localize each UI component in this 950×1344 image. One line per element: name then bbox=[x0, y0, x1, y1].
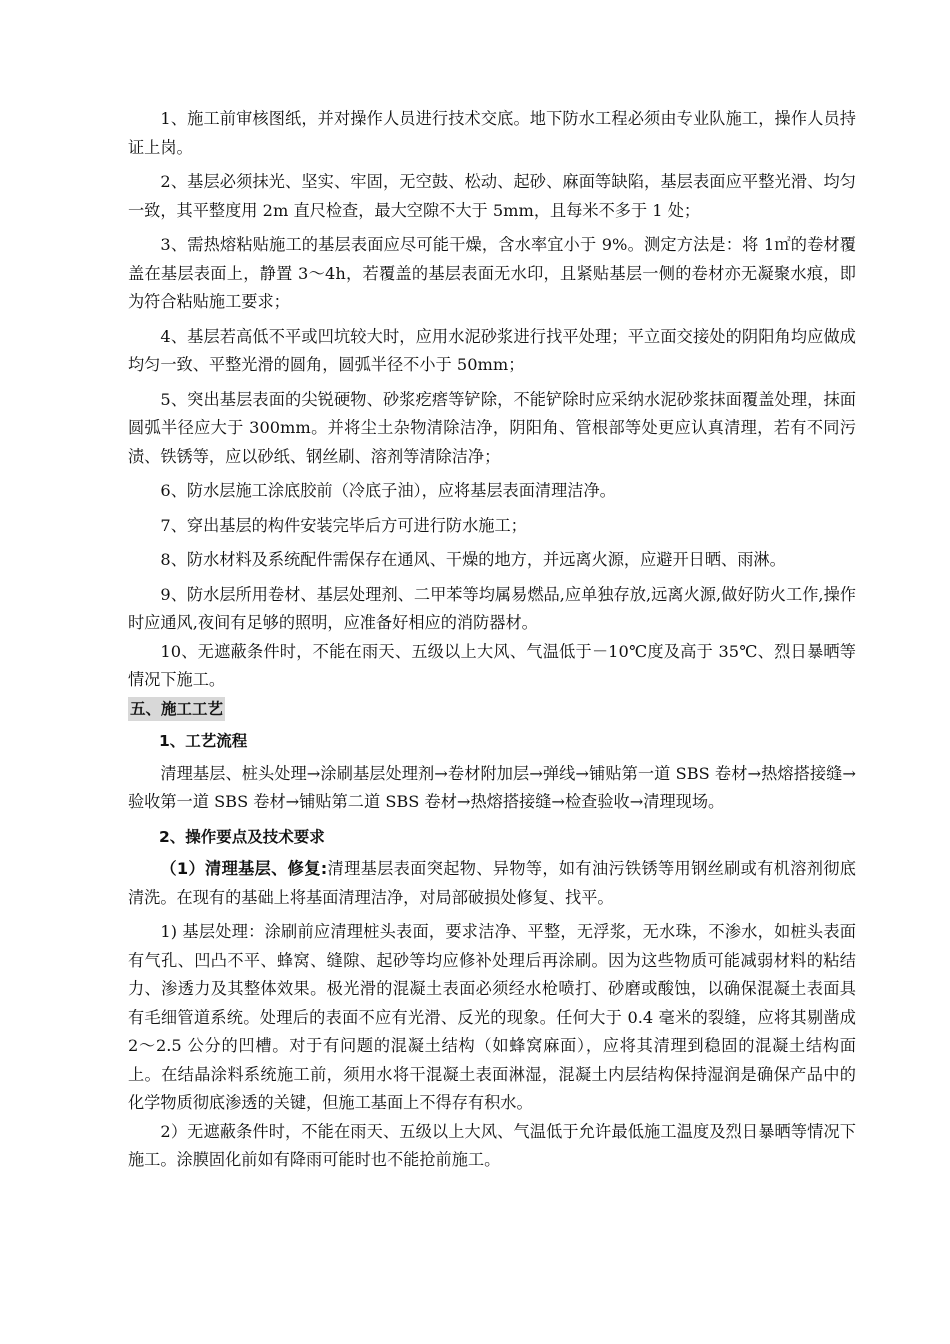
paragraph-item-5: 5、突出基层表面的尖锐硬物、砂浆疙瘩等铲除，不能铲除时应采纳水泥砂浆抹面覆盖处理，抹面圆弧半径应大于 300mm。并将尘土杂物清除洁净，阴阳角、管根部等处更应认真清理，若有不同污渍、铁锈等，应以砂纸、钢丝刷、溶剂等清除洁净； bbox=[128, 389, 856, 466]
step-1-lead: （1）清理基层、修复: bbox=[160, 859, 328, 878]
paragraph-item-4: 4、基层若高低不平或凹坑较大时，应用水泥砂浆进行找平处理；平立面交接处的阴阳角均应做成均匀一致、平整光滑的圆角，圆弧半径不小于 50mm； bbox=[128, 326, 856, 374]
paragraph-item-3: 3、需热熔粘贴施工的基层表面应尽可能干燥，含水率宜小于 9%。测定方法是：将 1㎡的卷材覆盖在基层表面上，静置 3～4h，若覆盖的基层表面无水印，且紧贴基层一侧的卷材亦无凝聚水痕，即为符合粘贴施工要求； bbox=[128, 235, 856, 311]
step-1-paragraph bbox=[128, 855, 856, 912]
paragraph-item-10: 10、无遮蔽条件时，不能在雨天、五级以上大风、气温低于－10℃度及高于 35℃、烈日暴晒等情况下施工。 bbox=[128, 641, 856, 689]
paragraph-item-6: 6、防水层施工涂底胶前（冷底子油），应将基层表面清理洁净。 bbox=[160, 481, 616, 500]
process-flow-text: 清理基层、桩头处理→涂刷基层处理剂→卷材附加层→弹线→铺贴第一道 SBS 卷材→热熔搭接缝→验收第一道 SBS 卷材→铺贴第二道 SBS 卷材→热熔搭接缝→检查验收→清理现场。 bbox=[128, 763, 856, 811]
paragraph-item-8: 8、防水材料及系统配件需保存在通风、干燥的地方，并远离火源，应避开日晒、雨淋。 bbox=[160, 550, 786, 569]
section-5-heading: 五、施工工艺 bbox=[128, 697, 225, 721]
section-5-heading-row bbox=[128, 695, 856, 724]
weather-note: 2）无遮蔽条件时，不能在雨天、五级以上大风、气温低于允许最低施工温度及烈日暴晒等情况下施工。涂膜固化前如有降雨可能时也不能抢前施工。 bbox=[128, 1121, 856, 1169]
process-flow-title: 1、工艺流程 bbox=[159, 732, 248, 750]
base-treatment-note: 1) 基层处理：涂刷前应清理桩头表面，要求洁净、平整，无浮浆，无水珠，不渗水，如桩头表面有气孔、凹凸不平、蜂窝、缝隙、起砂等均应修补处理后再涂刷。因为这些物质可能减弱材料的粘结力、渗透力及其整体效果。极光滑的混凝土表面必须经水枪喷打、砂磨或酸蚀，以确保混凝土表面具有毛细管道系统。处理后的表面不应有光滑、反光的现象。任何大于 0.4 毫米的裂缝，应将其剔凿成 2～2.5 公分的凹槽。对于有问题的混凝土结构（如蜂窝麻面），应将其清理到稳固的混凝土结构面上。在结晶涂料系统施工前，须用水将干混凝土表面淋湿，混凝土内层结构保持湿润是确保产品中的化学物质彻底渗透的关键，但施工基面上不得存有积水。 bbox=[128, 922, 856, 1112]
paragraph-item-9: 9、防水层所用卷材、基层处理剂、二甲苯等均属易燃品,应单独存放,远离火源,做好防火工作,操作时应通风,夜间有足够的照明，应准备好相应的消防器材。 bbox=[128, 584, 856, 632]
paragraph-item-7: 7、穿出基层的构件安装完毕后方可进行防水施工； bbox=[160, 515, 527, 535]
operation-points-title: 2、操作要点及技术要求 bbox=[159, 827, 325, 846]
step-1-text: 清理基层表面突起物、异物等，如有油污铁锈等用钢丝刷或有机溶剂彻底清洗。在现有的基础上将基面清理洁净，对局部破损处修复、找平。 bbox=[128, 859, 856, 907]
paragraph-item-1: 1、施工前审核图纸，并对操作人员进行技术交底。地下防水工程必须由专业队施工，操作人员持证上岗。 bbox=[128, 109, 856, 157]
paragraph-item-2: 2、基层必须抹光、坚实、牢固，无空鼓、松动、起砂、麻面等缺陷，基层表面应平整光滑、均匀一致，其平整度用 2m 直尺检查，最大空隙不大于 5mm，且每米不多于 1 处； bbox=[128, 172, 856, 220]
document-body bbox=[128, 105, 856, 1181]
